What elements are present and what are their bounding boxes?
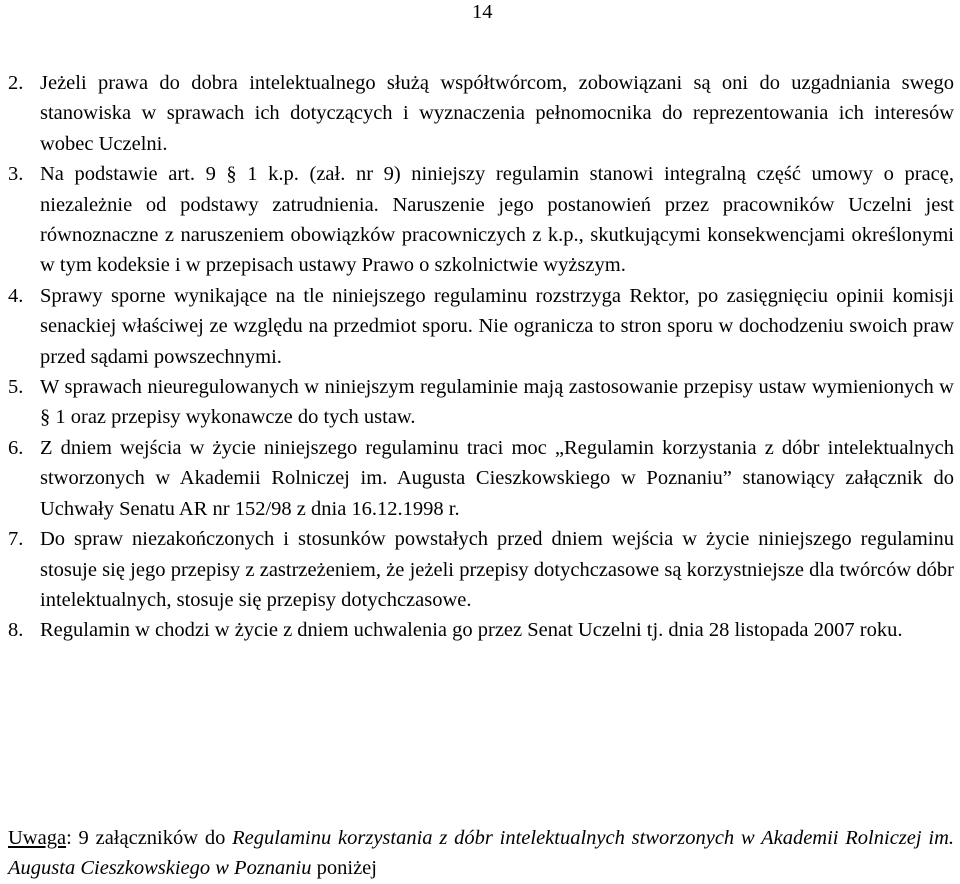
item-text: Na podstawie art. 9 § 1 k.p. (zał. nr 9) niniejszy regulamin stanowi integralną część umowy o pracę, niezależnie od podstawy zatrudnienia. Naruszenie jego postanowień przez pracowników Uczelni jest równoznaczne z naruszeniem obowiązków pracowniczych z k.p., skutkującymi konsekwencjami określonymi w tym kodeksie i w przepisach ustawy Prawo o szkolnictwie wyższym. [40,163,954,277]
note-label: Uwaga [8,827,67,849]
item-text: Do spraw niezakończonych i stosunków powstałych przed dniem wejścia w życie niniejszego regulaminu stosuje się jego przepisy z zastrzeżeniem, że jeżeli przepisy dotychczasowe są korzystniejsze dla twórców dóbr intelektualnych, stosuje się przepisy dotychczasowe. [40,528,954,611]
note-text-end: poniżej [311,857,377,880]
list-item [8,372,954,433]
attachment-note [8,823,954,884]
item-number: 4. [8,284,24,307]
item-number: 2. [8,72,24,94]
item-number: 8. [8,619,24,642]
list-item [8,524,954,615]
numbered-paragraph-list [8,68,954,646]
note-regulation-title: Regulaminu korzystania z dóbr intelektualnych stworzonych w Akademii Rolniczej im. Augusta Cieszkowskiego w Poznaniu [8,827,954,880]
item-number: 5. [8,376,24,399]
item-text: Jeżeli prawa do dobra intelektualnego służą współtwórcom, zobowiązani są oni do uzgadniania swego stanowiska w sprawach ich dotyczących i wyznaczenia pełnomocnika do reprezentowania ich interesów wobec Uczelni. [40,72,954,155]
list-item [8,433,954,524]
list-item [8,159,954,281]
list-item [8,281,954,372]
item-number: 6. [8,436,24,459]
list-item [8,615,954,645]
item-number: 3. [8,163,24,186]
item-text: Z dniem wejścia w życie niniejszego regulaminu traci moc „Regulamin korzystania z dóbr intelektualnych stworzonych w Akademii Rolniczej im. Augusta Cieszkowskiego w Poznaniu” stanowiący załącznik do Uchwały Senatu AR nr 152/98 z dnia 16.12.1998 r. [40,436,954,520]
note-text: : 9 załączników do [66,827,233,849]
item-text: W sprawach nieuregulowanych w niniejszym regulaminie mają zastosowanie przepisy ustaw wymienionych w § 1 oraz przepisy wykonawcze do tych ustaw. [40,376,954,429]
page-number: 14 [472,1,493,23]
item-text: Regulamin w chodzi w życie z dniem uchwalenia go przez Senat Uczelni tj. dnia 28 listopada 2007 roku. [40,619,903,642]
item-number: 7. [8,528,24,551]
list-item [8,68,954,159]
item-text: Sprawy sporne wynikające na tle niniejszego regulaminu rozstrzyga Rektor, po zasięgnięciu opinii komisji senackiej właściwej ze względu na przedmiot sporu. Nie ogranicza to stron sporu w dochodzeniu swoich praw przed sądami powszechnymi. [40,284,954,368]
